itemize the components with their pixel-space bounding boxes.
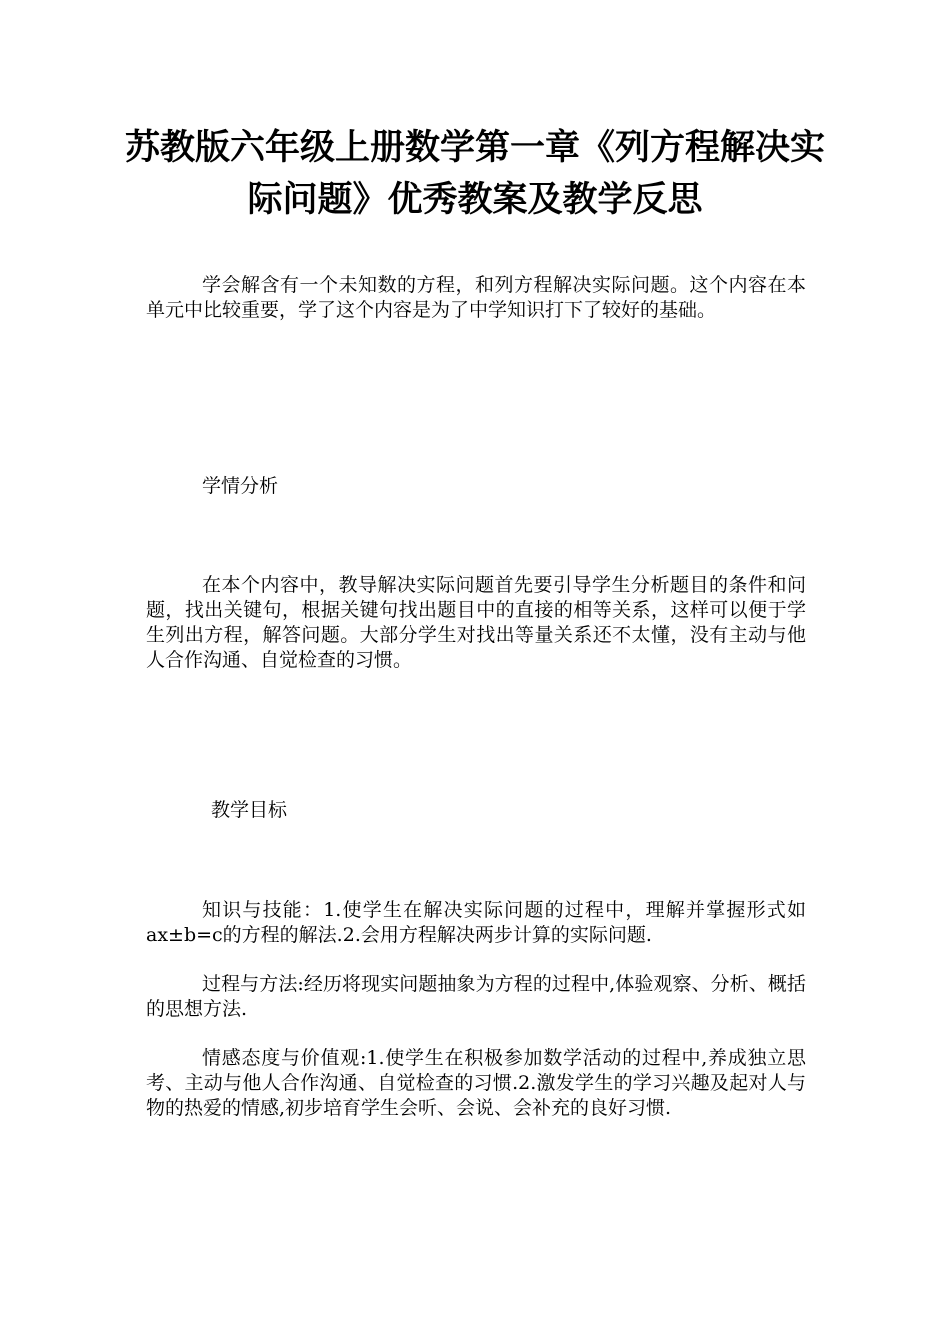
goal-process-paragraph: 过程与方法:经历将现实问题抽象为方程的过程中,体验观察、分析、概括的思想方法. [146,973,806,1020]
goal-knowledge-paragraph: 知识与技能：1.使学生在解决实际问题的过程中，理解并掌握形式如ax±b=c的方程的解法.2.会用方程解决两步计算的实际问题. [146,899,806,946]
student-analysis-paragraph: 在本个内容中，教导解决实际问题首先要引导学生分析题目的条件和问题，找出关键句，根据关键句找出题目中的直接的相等关系，这样可以便于学生列出方程，解答问题。大部分学生对找出等量关系还不太懂，没有主动与他人合作沟通、自觉检查的习惯。 [146,574,806,671]
goal-emotion-paragraph: 情感态度与价值观:1.使学生在积极参加数学活动的过程中,养成独立思考、主动与他人合作沟通、自觉检查的习惯.2.激发学生的学习兴趣及起对人与物的热爱的情感,初步培育学生会听、会说、会补充的良好习惯. [146,1047,806,1119]
section-heading-teaching-goals: 教学目标 [211,799,288,821]
intro-paragraph: 学会解含有一个未知数的方程，和列方程解决实际问题。这个内容在本单元中比较重要，学了这个内容是为了中学知识打下了较好的基础。 [146,274,806,321]
section-heading-student-analysis: 学情分析 [202,475,279,497]
document-title: 苏教版六年级上册数学第一章《列方程解决实际问题》优秀教案及教学反思 [124,128,825,220]
